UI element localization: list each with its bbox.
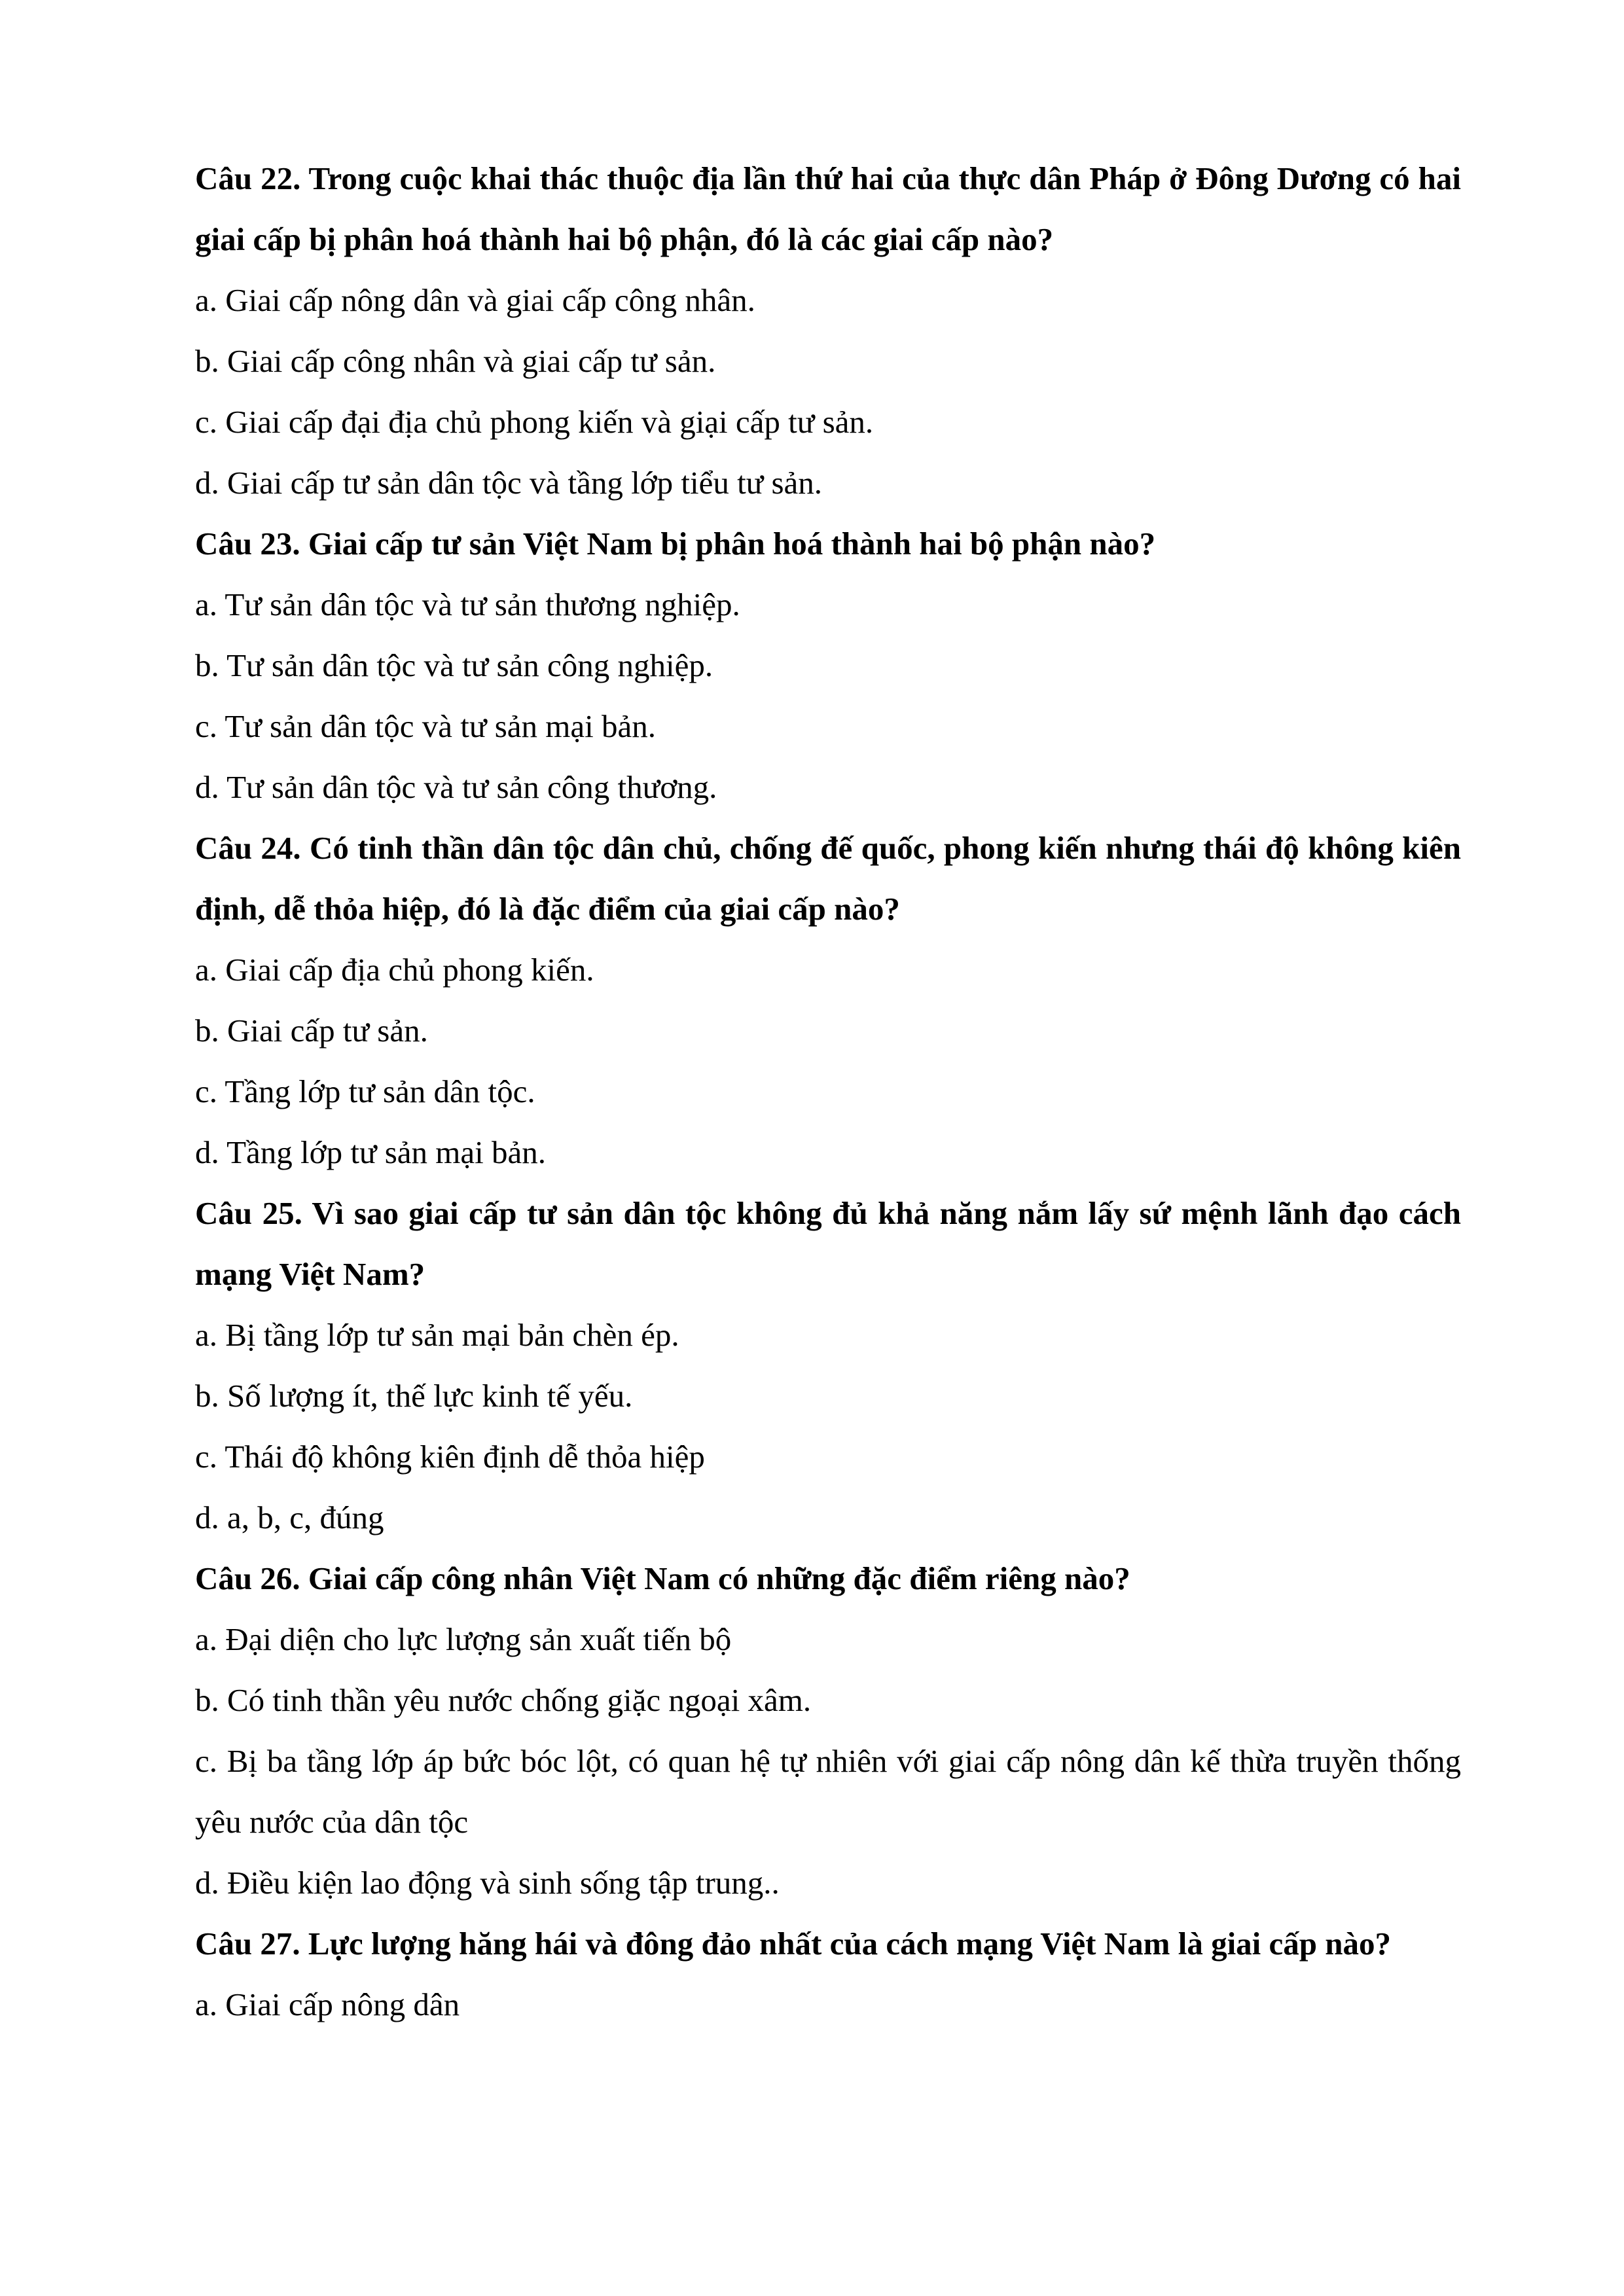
question-number: Câu 26. [195,1560,300,1596]
question-number: Câu 23. [195,526,300,562]
answer-option: a. Giai cấp địa chủ phong kiến. [195,952,594,988]
question-heading [195,1548,1461,1609]
answer-option: d. Điều kiện lao động và sinh sống tập trung.. [195,1865,780,1901]
answer-option: b. Có tinh thần yêu nước chống giặc ngoại xâm. [195,1682,812,1718]
answer-option: c. Tư sản dân tộc và tư sản mại bản. [195,708,656,744]
question-text: Lực lượng hăng hái và đông đảo nhất của cách mạng Việt Nam là giai cấp nào? [308,1926,1392,1962]
answer-option: a. Bị tầng lớp tư sản mại bản chèn ép. [195,1317,679,1353]
answer-option: b. Tư sản dân tộc và tư sản công nghiệp. [195,647,713,683]
question-text: Trong cuộc khai thác thuộc địa lần thứ hai của thực dân Pháp ở Đông Dương có hai giai cấp bị phân hoá thành hai bộ phận, đó là các giai cấp nào? [195,160,1461,257]
answer-option: c. Bị ba tầng lớp áp bức bóc lột, có quan hệ tự nhiên với giai cấp nông dân kế thừa truyền thống yêu nước của dân tộc [195,1743,1461,1840]
question-text: Có tinh thần dân tộc dân chủ, chống đế quốc, phong kiến nhưng thái độ không kiên định, dễ thỏa hiệp, đó là đặc điểm của giai cấp nào? [195,830,1461,927]
answer-option: d. Tầng lớp tư sản mại bản. [195,1134,547,1170]
question-heading [195,513,1461,574]
answer-option: d. Tư sản dân tộc và tư sản công thương. [195,769,717,805]
question-text: Giai cấp công nhân Việt Nam có những đặc điểm riêng nào? [308,1560,1130,1596]
question-text: Giai cấp tư sản Việt Nam bị phân hoá thành hai bộ phận nào? [308,526,1156,562]
answer-option: c. Thái độ không kiên định dễ thỏa hiệp [195,1439,705,1475]
answer-option: b. Số lượng ít, thế lực kinh tế yếu. [195,1378,633,1414]
question-text: Vì sao giai cấp tư sản dân tộc không đủ khả năng nắm lấy sứ mệnh lãnh đạo cách mạng Việt Nam? [195,1195,1462,1292]
question-number: Câu 24. [195,830,301,866]
question-block [195,1183,1461,1548]
answer-option: c. Giai cấp đại địa chủ phong kiến và giại cấp tư sản. [195,404,874,440]
question-number: Câu 22. [195,160,301,196]
answer-option: d. Giai cấp tư sản dân tộc và tầng lớp tiểu tư sản. [195,465,823,501]
question-block [195,817,1461,1183]
answer-option: a. Giai cấp nông dân [195,1986,460,2022]
answer-option: b. Giai cấp công nhân và giai cấp tư sản. [195,343,716,379]
question-number: Câu 25. [195,1195,302,1231]
question-block [195,513,1461,817]
answer-option: a. Giai cấp nông dân và giai cấp công nhân. [195,282,755,318]
question-heading [195,1183,1461,1304]
question-block [195,148,1461,513]
question-heading [195,1913,1461,1974]
answer-option: c. Tầng lớp tư sản dân tộc. [195,1073,535,1109]
question-block [195,1548,1461,1913]
answer-option: a. Tư sản dân tộc và tư sản thương nghiệp. [195,586,740,622]
question-heading [195,817,1461,939]
question-block [195,1913,1461,2035]
question-heading [195,148,1461,270]
answer-option: b. Giai cấp tư sản. [195,1013,428,1049]
answer-option: a. Đại diện cho lực lượng sản xuất tiến bộ [195,1621,732,1657]
answer-option: d. a, b, c, đúng [195,1499,384,1535]
question-number: Câu 27. [195,1926,300,1962]
document-page [195,148,1461,2035]
